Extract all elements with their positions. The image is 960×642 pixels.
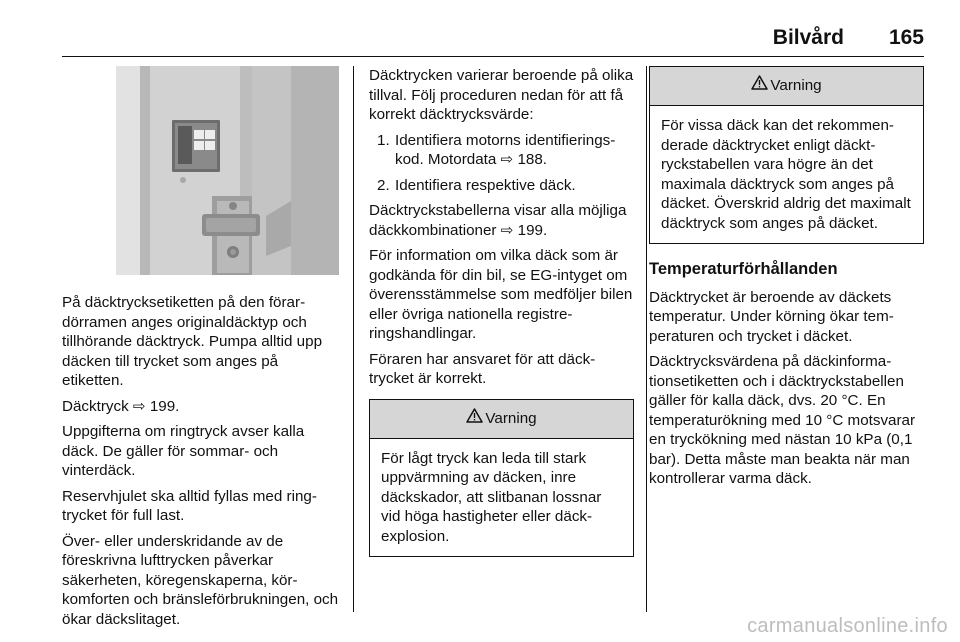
warning-text: För lågt tryck kan leda till stark uppvärmning av däcken, inre däckskador, att slitbanan lossnar vid höga hastigheter eller däckexplosion.: [381, 449, 602, 545]
step-number: 1.: [377, 131, 390, 149]
paragraph-tire-pressure-ref: Däcktryck ⇨ 199.: [62, 397, 180, 415]
step-text: Identifiera motorns identifieringskod. Motordata ⇨ 188.: [395, 131, 616, 168]
section-heading-temperature: Temperaturförhållanden: [649, 260, 838, 278]
paragraph-cold-tire-values: Däcktrycksvärdena på däckinformationsetiketten och i däcktryckstabellen gäller för kalla däck, dvs. 20 °C. En temperaturökning med 10 °C motsvarar en tryckökning med nästan 10 kPa (0,1 bar). Detta måste man beakta när man kontrollerar varma däck.: [649, 353, 916, 487]
list-item: [369, 176, 634, 196]
warning-triangle-icon: [466, 400, 483, 438]
warning-title: Varning: [485, 409, 537, 427]
warning-box-max-pressure: [649, 66, 924, 244]
column-1: [62, 293, 340, 635]
paragraph-pressure-tables: Däcktryckstabellerna visar alla möjliga däckkombinationer ⇨ 199.: [369, 202, 627, 239]
column-divider-1: [353, 66, 354, 612]
warning-text: För vissa däck kan det rekommenderade däcktrycket enligt däcktryckstabellen vara högre än det maximala däcktryck som anges på däcket. Överskrid aldrig det maximalt däcktryck som anges på däcket.: [661, 117, 911, 232]
paragraph-procedure-intro: Däcktrycken varierar beroende på olika tillval. Följ proceduren nedan för att få korrekt däcktrycksvärde:: [369, 67, 634, 123]
paragraph-spare-wheel: Reservhjulet ska alltid fyllas med ringtrycket för full last.: [62, 487, 317, 524]
paragraph-cold-tires: Uppgifterna om ringtryck avser kalla däck. De gäller för sommar- och vinterdäck.: [62, 423, 305, 479]
door-frame-tire-label-photo: [116, 66, 339, 275]
paragraph-driver-responsibility: Föraren har ansvaret för att däcktrycket är korrekt.: [369, 350, 596, 387]
warning-box-low-pressure: [369, 399, 634, 558]
watermark: carmanualsonline.info: [747, 615, 948, 637]
paragraph-temperature-dependence: Däcktrycket är beroende av däckets temperatur. Under körning ökar temperaturen och trycket i däcket.: [649, 288, 894, 345]
paragraph-pressure-effects: Över- eller underskridande av de föreskrivna lufttrycken påverkar säkerheten, köregenskaperna, körkomforten och bränsleförbrukningen, och ökar däckslitaget.: [62, 532, 339, 628]
warning-title: Varning: [770, 77, 822, 95]
warning-triangle-icon: [751, 67, 768, 105]
warning-header: [370, 400, 633, 439]
step-number: 2.: [377, 176, 390, 194]
paragraph-approved-tires: För information om vilka däck som är godkända för din bil, se EG-intyget om överensstämmelse som medföljer bilen eller övriga nationella registreringshandlingar.: [369, 247, 633, 342]
column-2: [369, 66, 634, 569]
warning-header: [650, 67, 923, 106]
list-item: [369, 131, 634, 170]
page-header: [62, 26, 924, 54]
procedure-steps: [369, 131, 634, 196]
header-rule: [62, 56, 924, 57]
column-divider-2: [646, 66, 647, 612]
step-text: Identifiera respektive däck.: [395, 176, 576, 194]
column-3: [649, 66, 924, 495]
paragraph-tire-label: På däcktrycksetiketten på den förardörramen anges originaldäcktyp och tillhörande däcktryck. Pumpa alltid upp däcken till trycket som anges på etiketten.: [62, 294, 323, 389]
section-title: Bilvård: [772, 26, 844, 49]
page-number: 165: [888, 26, 924, 49]
